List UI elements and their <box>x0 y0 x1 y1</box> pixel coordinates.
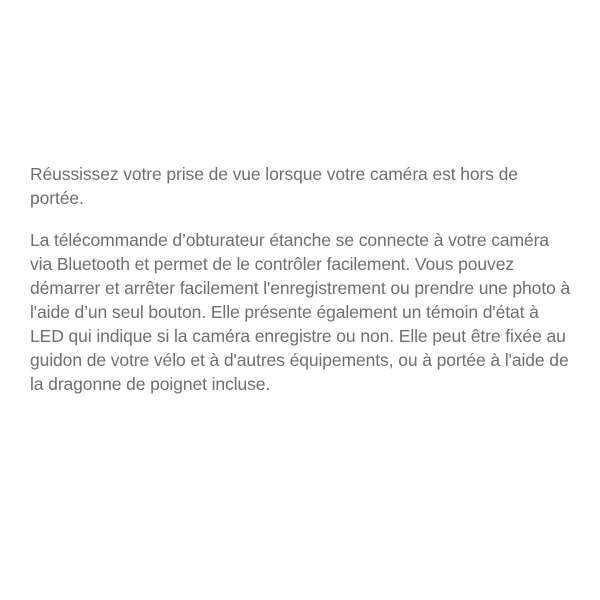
product-description <box>30 162 575 396</box>
intro-paragraph: Réussissez votre prise de vue lorsque votre caméra est hors de portée. <box>30 164 518 208</box>
body-paragraph: La télécommande d’obturateur étanche se connecte à votre caméra via Bluetooth et permet de le contrôler facilement. Vous pouvez démarrer et arrêter facilement l'enregistrement ou prendre une photo à l'aide d’un seul bouton. Elle présente également un témoin d'état à LED qui indique si la caméra enregistre ou non. Elle peut être fixée au guidon de votre vélo et à d'autres équipements, ou à portée à l'aide de la dragonne de poignet incluse. <box>30 230 571 394</box>
